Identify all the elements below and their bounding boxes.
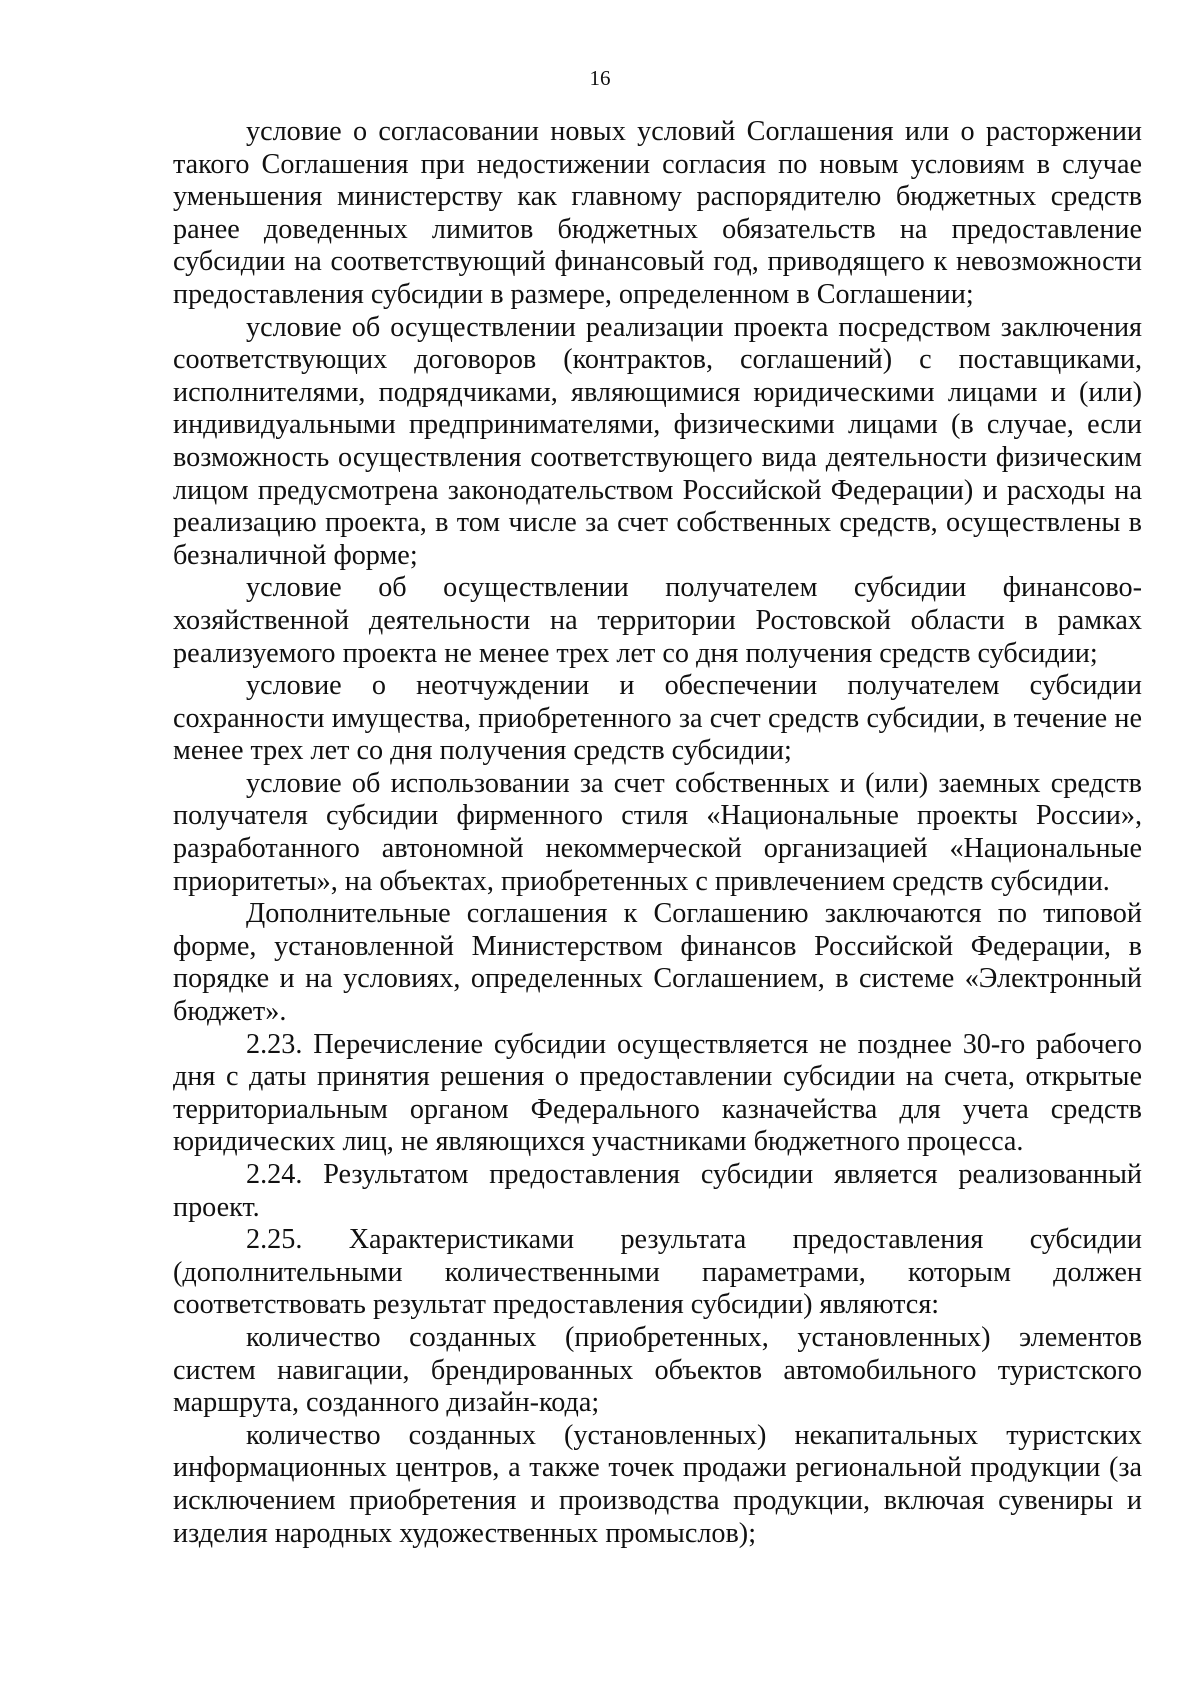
paragraph: 2.23. Перечисление субсидии осуществляется не позднее 30-го рабочего дня с даты принятия решения о предоставлении субсидии на счета, открытые территориальным органом Федерального казначейства для учета средств юридических лиц, не являющихся участниками бюджетного процесса. (173, 1028, 1142, 1158)
paragraph: условие об осуществлении реализации проекта посредством заключения соответствующих договоров (контрактов, соглашений) с поставщиками, исполнителями, подрядчиками, являющимися юридическими лицами и (или) индивидуальными предпринимателями, физическими лицами (в случае, если возможность осуществления соответствующего вида деятельности физическим лицом предусмотрена законодательством Российской Федерации) и расходы на реализацию проекта, в том числе за счет собственных средств, осуществлены в безналичной форме; (173, 311, 1142, 571)
paragraph: условие о неотчуждении и обеспечении получателем субсидии сохранности имущества, приобретенного за счет средств субсидии, в течение не менее трех лет со дня получения средств субсидии; (173, 670, 1142, 767)
paragraph: количество созданных (установленных) некапитальных туристских информационных центров, а также точек продажи региональной продукции (за исключением приобретения и производства продукции, включая сувениры и изделия народных художественных промыслов); (173, 1419, 1142, 1549)
paragraph: количество созданных (приобретенных, установленных) элементов систем навигации, брендированных объектов автомобильного туристского маршрута, созданного дизайн-кода; (173, 1321, 1142, 1419)
paragraph: Дополнительные соглашения к Соглашению заключаются по типовой форме, установленной Министерством финансов Российской Федерации, в порядке и на условиях, определенных Соглашением, в системе «Электронный бюджет». (173, 898, 1142, 1028)
paragraph: условие о согласовании новых условий Соглашения или о расторжении такого Соглашения при недостижении согласия по новым условиям в случае уменьшения министерству как главному распорядителю бюджетных средств ранее доведенных лимитов бюджетных обязательств на предоставление субсидии на соответствующий финансовый год, приводящего к невозможности предоставления субсидии в размере, определенном в Соглашении; (173, 116, 1142, 310)
paragraph: 2.25. Характеристиками результата предоставления субсидии (дополнительными количественными параметрами, которым должен соответствовать результат предоставления субсидии) являются: (173, 1224, 1142, 1321)
paragraph: условие об использовании за счет собственных и (или) заемных средств получателя субсидии фирменного стиля «Национальные проекты России», разработанного автономной некоммерческой организацией «Национальные приоритеты», на объектах, приобретенных с привлечением средств субсидии. (173, 767, 1142, 897)
document-body (173, 116, 1142, 1550)
page-number: 16 (589, 66, 611, 90)
paragraph: условие об осуществлении получателем субсидии финансово-хозяйственной деятельности на территории Ростовской области в рамках реализуемого проекта не менее трех лет со дня получения средств субсидии; (173, 572, 1142, 669)
paragraph: 2.24. Результатом предоставления субсидии является реализованный проект. (173, 1159, 1142, 1223)
